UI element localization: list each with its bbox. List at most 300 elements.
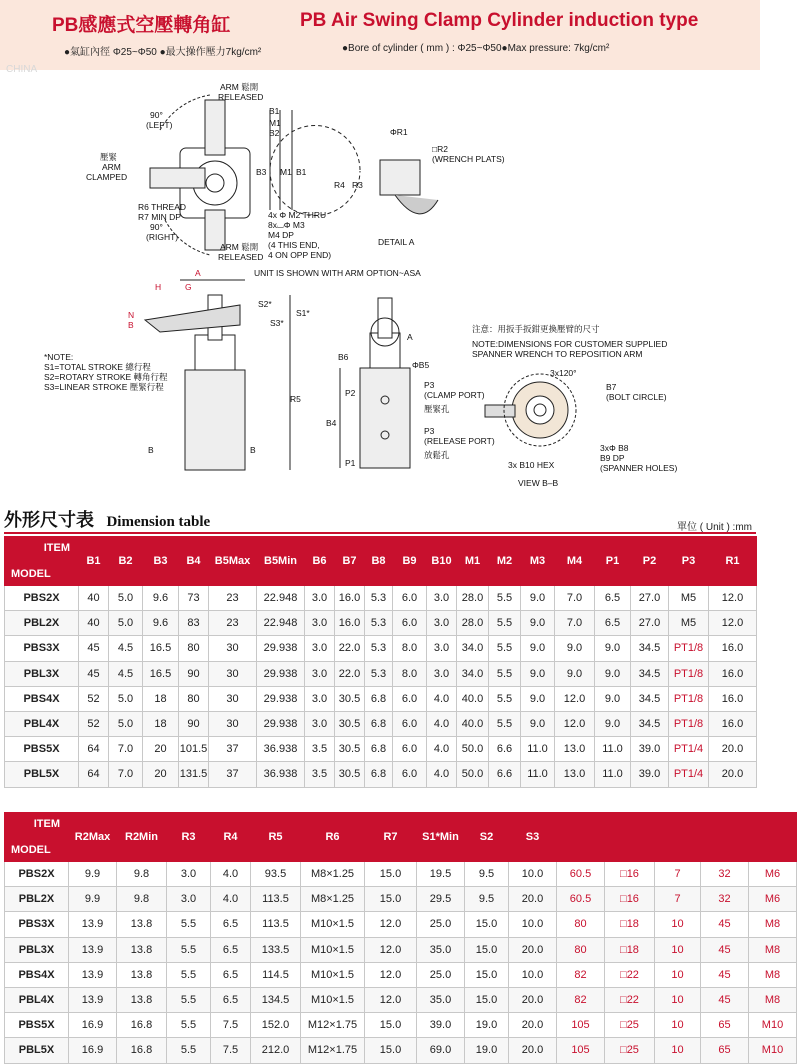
value-cell: 9.0 [595, 661, 631, 686]
value-cell: 5.5 [167, 987, 211, 1012]
value-cell: M8 [749, 912, 797, 937]
value-cell: 45 [701, 912, 749, 937]
value-cell: 105 [557, 1013, 605, 1038]
value-cell: 3.0 [305, 636, 335, 661]
value-cell: 5.5 [489, 586, 521, 611]
value-cell: 12.0 [709, 586, 757, 611]
value-cell: 16.9 [69, 1038, 117, 1063]
value-cell: 9.0 [521, 611, 555, 636]
value-cell: 5.5 [489, 686, 521, 711]
value-cell: 5.3 [365, 636, 393, 661]
column-header: R6 [301, 813, 365, 862]
dimension-table-1 [4, 536, 757, 788]
title-english: PB Air Swing Clamp Cylinder induction type [300, 10, 699, 31]
column-header: B2 [109, 537, 143, 586]
value-cell: 15.0 [465, 937, 509, 962]
side-view-arm [145, 305, 240, 332]
value-cell: 40 [79, 586, 109, 611]
top-view-arm-released-top [205, 100, 225, 155]
value-cell: PT1/4 [669, 762, 709, 787]
value-cell: 16.8 [117, 1038, 167, 1063]
heading-divider [4, 532, 756, 534]
item-model-header [5, 537, 79, 586]
value-cell: 10 [655, 937, 701, 962]
value-cell: 52 [79, 686, 109, 711]
svg-text:*NOTE:: *NOTE: [44, 352, 74, 362]
value-cell: 131.5 [179, 762, 209, 787]
value-cell: 5.5 [167, 1013, 211, 1038]
value-cell: 73 [179, 586, 209, 611]
value-cell: 212.0 [251, 1038, 301, 1063]
value-cell: 52 [79, 711, 109, 736]
svg-text:壓緊孔: 壓緊孔 [424, 404, 450, 414]
value-cell: 3.0 [305, 711, 335, 736]
value-cell: 20.0 [709, 762, 757, 787]
item-label: ITEM [43, 542, 70, 554]
value-cell: 90 [179, 711, 209, 736]
column-header: B5Max [209, 537, 257, 586]
value-cell: 6.8 [365, 762, 393, 787]
value-cell: 15.0 [365, 1038, 417, 1063]
value-cell: 34.5 [631, 711, 669, 736]
value-cell: 6.0 [393, 686, 427, 711]
value-cell: M10×1.5 [301, 962, 365, 987]
svg-text:3x B10 HEX: 3x B10 HEX [508, 460, 555, 470]
svg-text:B: B [128, 320, 134, 330]
value-cell: 5.5 [167, 937, 211, 962]
value-cell: 4.5 [109, 636, 143, 661]
value-cell: 34.0 [457, 636, 489, 661]
value-cell: 64 [79, 737, 109, 762]
unit-label: 單位 ( Unit ) :mm [677, 522, 752, 533]
value-cell: 105 [557, 1038, 605, 1063]
value-cell: 6.8 [365, 686, 393, 711]
value-cell: M10×1.5 [301, 987, 365, 1012]
column-header: B4 [179, 537, 209, 586]
value-cell: 7.0 [109, 762, 143, 787]
value-cell: 80 [557, 937, 605, 962]
value-cell: 22.0 [335, 661, 365, 686]
value-cell: 12.0 [555, 686, 595, 711]
column-header: B6 [305, 537, 335, 586]
value-cell: 20 [143, 762, 179, 787]
value-cell: 3.5 [305, 737, 335, 762]
value-cell: 16.5 [143, 661, 179, 686]
value-cell: M8 [749, 962, 797, 987]
svg-text:4 ON OPP END): 4 ON OPP END) [268, 250, 332, 260]
value-cell: 15.0 [365, 1013, 417, 1038]
svg-text:P3: P3 [424, 426, 435, 436]
column-header [749, 813, 797, 862]
value-cell: M8×1.25 [301, 887, 365, 912]
model-cell: PBS5X [5, 737, 79, 762]
value-cell: 9.0 [521, 711, 555, 736]
value-cell: 7.0 [555, 586, 595, 611]
column-header: M3 [521, 537, 555, 586]
value-cell: 39.0 [631, 737, 669, 762]
dimension-table-heading [4, 506, 210, 532]
value-cell: 9.0 [521, 661, 555, 686]
value-cell: 6.0 [393, 586, 427, 611]
svg-text:8x⌴Φ M3: 8x⌴Φ M3 [268, 220, 305, 230]
svg-text:3x120°: 3x120° [550, 368, 577, 378]
svg-text:H: H [155, 282, 162, 292]
table-row [5, 636, 757, 661]
value-cell: M10 [749, 1038, 797, 1063]
value-cell: 9.0 [595, 636, 631, 661]
title-chinese: PB感應式空壓轉角缸 [52, 15, 231, 36]
column-header: S3 [509, 813, 557, 862]
table-row [5, 887, 797, 912]
value-cell: 34.5 [631, 686, 669, 711]
value-cell: 7.5 [211, 1038, 251, 1063]
value-cell: 5.5 [167, 962, 211, 987]
column-header: B9 [393, 537, 427, 586]
model-cell: PBL4X [5, 987, 69, 1012]
value-cell: 29.938 [257, 636, 305, 661]
value-cell: 30.5 [335, 762, 365, 787]
value-cell: 5.0 [109, 586, 143, 611]
value-cell: M8×1.25 [301, 862, 365, 887]
table-row [5, 862, 797, 887]
value-cell: 37 [209, 762, 257, 787]
value-cell: 13.8 [117, 937, 167, 962]
value-cell: 11.0 [521, 737, 555, 762]
value-cell: 11.0 [521, 762, 555, 787]
value-cell: M10×1.5 [301, 937, 365, 962]
svg-text:(CLAMP PORT): (CLAMP PORT) [424, 390, 485, 400]
value-cell: 15.0 [365, 862, 417, 887]
model-cell: PBS4X [5, 962, 69, 987]
value-cell: 15.0 [465, 912, 509, 937]
value-cell: 9.0 [521, 586, 555, 611]
value-cell: 6.8 [365, 737, 393, 762]
value-cell: 5.0 [109, 711, 143, 736]
svg-text:放鬆孔: 放鬆孔 [424, 450, 450, 460]
model-cell: PBL5X [5, 1038, 69, 1063]
svg-text:S1=TOTAL STROKE 總行程: S1=TOTAL STROKE 總行程 [44, 362, 151, 372]
value-cell: 30 [209, 711, 257, 736]
svg-text:SPANNER WRENCH TO REPOSITION A: SPANNER WRENCH TO REPOSITION ARM [472, 349, 643, 359]
svg-text:B: B [148, 445, 154, 455]
svg-text:3xΦ B8: 3xΦ B8 [600, 443, 629, 453]
value-cell: 32 [701, 887, 749, 912]
value-cell: 16.8 [117, 1013, 167, 1038]
svg-text:RELEASED: RELEASED [218, 252, 264, 262]
value-cell: 30.5 [335, 686, 365, 711]
value-cell: 60.5 [557, 862, 605, 887]
value-cell: 39.0 [631, 762, 669, 787]
value-cell: 5.5 [489, 611, 521, 636]
value-cell: 20.0 [509, 1038, 557, 1063]
column-header: M1 [457, 537, 489, 586]
value-cell: 22.948 [257, 611, 305, 636]
value-cell: 5.5 [167, 1038, 211, 1063]
svg-text:壓緊: 壓緊 [100, 152, 118, 162]
svg-text:S3=LINEAR STROKE 壓緊行程: S3=LINEAR STROKE 壓緊行程 [44, 382, 164, 392]
column-header: B5Min [257, 537, 305, 586]
svg-text:ARM 鬆開: ARM 鬆開 [220, 242, 259, 252]
column-header: P3 [669, 537, 709, 586]
value-cell: 10 [655, 1013, 701, 1038]
value-cell: 6.5 [211, 937, 251, 962]
value-cell: 10.0 [509, 912, 557, 937]
value-cell: 34.5 [631, 636, 669, 661]
value-cell: 16.9 [69, 1013, 117, 1038]
value-cell: 9.0 [595, 686, 631, 711]
value-cell: 3.0 [305, 686, 335, 711]
value-cell: 13.9 [69, 937, 117, 962]
value-cell: 50.0 [457, 762, 489, 787]
side-view-body [185, 370, 245, 470]
column-header: M2 [489, 537, 521, 586]
value-cell: 9.5 [465, 887, 509, 912]
value-cell: 101.5 [179, 737, 209, 762]
value-cell: 64 [79, 762, 109, 787]
value-cell: 30 [209, 636, 257, 661]
value-cell: □25 [605, 1038, 655, 1063]
value-cell: 27.0 [631, 586, 669, 611]
value-cell: 18 [143, 711, 179, 736]
table-row [5, 661, 757, 686]
value-cell: 16.0 [709, 686, 757, 711]
value-cell: 13.8 [117, 962, 167, 987]
value-cell: 45 [79, 661, 109, 686]
column-header: B10 [427, 537, 457, 586]
svg-text:DETAIL A: DETAIL A [378, 237, 415, 247]
value-cell: 113.5 [251, 912, 301, 937]
value-cell: 3.0 [167, 887, 211, 912]
value-cell: 7 [655, 887, 701, 912]
value-cell: M10 [749, 1013, 797, 1038]
svg-text:(RELEASE PORT): (RELEASE PORT) [424, 436, 495, 446]
model-label: MODEL [11, 568, 51, 580]
value-cell: 23 [209, 586, 257, 611]
front-view-body [360, 368, 410, 468]
value-cell: 113.5 [251, 887, 301, 912]
value-cell: 20.0 [509, 887, 557, 912]
svg-text:P3: P3 [424, 380, 435, 390]
value-cell: 35.0 [417, 937, 465, 962]
column-header [655, 813, 701, 862]
value-cell: 93.5 [251, 862, 301, 887]
value-cell: 36.938 [257, 737, 305, 762]
svg-text:P2: P2 [345, 388, 356, 398]
value-cell: 28.0 [457, 586, 489, 611]
table-row [5, 737, 757, 762]
value-cell: □16 [605, 887, 655, 912]
model-cell: PBL5X [5, 762, 79, 787]
value-cell: 7.0 [555, 611, 595, 636]
svg-text:90°: 90° [150, 222, 163, 232]
value-cell: 13.9 [69, 962, 117, 987]
column-header: S1*Min [417, 813, 465, 862]
value-cell: 5.3 [365, 661, 393, 686]
value-cell: M5 [669, 611, 709, 636]
value-cell: 28.0 [457, 611, 489, 636]
value-cell: M10×1.5 [301, 912, 365, 937]
value-cell: 6.0 [393, 711, 427, 736]
value-cell: M12×1.75 [301, 1038, 365, 1063]
svg-text:P1: P1 [345, 458, 356, 468]
value-cell: □18 [605, 912, 655, 937]
table-row [5, 586, 757, 611]
svg-text:B: B [250, 445, 256, 455]
value-cell: 29.5 [417, 887, 465, 912]
top-view-arm-clamped [150, 168, 205, 188]
value-cell: 13.0 [555, 762, 595, 787]
value-cell: 20.0 [509, 937, 557, 962]
column-header: P1 [595, 537, 631, 586]
value-cell: 9.5 [465, 862, 509, 887]
value-cell: 6.0 [393, 762, 427, 787]
value-cell: 9.0 [521, 636, 555, 661]
value-cell: 3.0 [305, 611, 335, 636]
value-cell: PT1/4 [669, 737, 709, 762]
svg-text:B6: B6 [338, 352, 349, 362]
value-cell: 32 [701, 862, 749, 887]
svg-text:(BOLT CIRCLE): (BOLT CIRCLE) [606, 392, 667, 402]
table-row [5, 1038, 797, 1063]
value-cell: 13.0 [555, 737, 595, 762]
value-cell: 9.0 [555, 636, 595, 661]
svg-text:M4 DP: M4 DP [268, 230, 294, 240]
column-header: R2Min [117, 813, 167, 862]
value-cell: 5.0 [109, 686, 143, 711]
value-cell: 6.6 [489, 737, 521, 762]
svg-text:B1: B1 [296, 167, 307, 177]
value-cell: 11.0 [595, 762, 631, 787]
svg-text:□R2: □R2 [432, 144, 448, 154]
value-cell: 13.8 [117, 912, 167, 937]
value-cell: 16.0 [709, 636, 757, 661]
value-cell: 45 [701, 937, 749, 962]
dimension-title-english: Dimension table [106, 514, 211, 530]
value-cell: 4.0 [427, 686, 457, 711]
value-cell: 13.9 [69, 912, 117, 937]
column-header: B3 [143, 537, 179, 586]
column-header: R3 [167, 813, 211, 862]
value-cell: 80 [179, 686, 209, 711]
value-cell: 3.5 [305, 762, 335, 787]
model-cell: PBS5X [5, 1013, 69, 1038]
svg-text:B4: B4 [326, 418, 337, 428]
column-header: S2 [465, 813, 509, 862]
value-cell: 16.5 [143, 636, 179, 661]
svg-text:ΦB5: ΦB5 [412, 360, 430, 370]
spec-chinese: ●氣缸內徑 Φ25~Φ50 ●最大操作壓力7kg/cm² [64, 47, 262, 58]
value-cell: 20 [143, 737, 179, 762]
value-cell: 34.5 [631, 661, 669, 686]
value-cell: 9.8 [117, 862, 167, 887]
value-cell: 15.0 [465, 962, 509, 987]
technical-drawing [0, 70, 760, 500]
value-cell: 45 [79, 636, 109, 661]
value-cell: PT1/8 [669, 636, 709, 661]
value-cell: 3.0 [305, 661, 335, 686]
column-header: R4 [211, 813, 251, 862]
svg-text:(RIGHT): (RIGHT) [146, 232, 179, 242]
value-cell: 30 [209, 661, 257, 686]
value-cell: 12.0 [365, 912, 417, 937]
value-cell: 5.0 [109, 611, 143, 636]
table-row [5, 711, 757, 736]
svg-text:注意：用扳手扳鉗更換壓臂的尺寸: 注意：用扳手扳鉗更換壓臂的尺寸 [472, 324, 600, 334]
value-cell: 7.5 [211, 1013, 251, 1038]
value-cell: 65 [701, 1038, 749, 1063]
table-row [5, 1013, 797, 1038]
value-cell: 4.0 [211, 887, 251, 912]
table-row [5, 912, 797, 937]
svg-text:B2: B2 [269, 128, 280, 138]
svg-text:A: A [407, 332, 413, 342]
value-cell: 80 [557, 912, 605, 937]
table-row [5, 987, 797, 1012]
svg-text:B3: B3 [256, 167, 267, 177]
value-cell: 18 [143, 686, 179, 711]
value-cell: 6.5 [211, 962, 251, 987]
value-cell: 50.0 [457, 737, 489, 762]
value-cell: 9.6 [143, 586, 179, 611]
model-cell: PBS2X [5, 586, 79, 611]
value-cell: 36.938 [257, 762, 305, 787]
value-cell: 7.0 [109, 737, 143, 762]
value-cell: 6.6 [489, 762, 521, 787]
value-cell: 6.5 [595, 611, 631, 636]
value-cell: 60.5 [557, 887, 605, 912]
value-cell: 15.0 [365, 887, 417, 912]
svg-text:90°: 90° [150, 110, 163, 120]
svg-text:B7: B7 [606, 382, 617, 392]
value-cell: 25.0 [417, 912, 465, 937]
value-cell: 40 [79, 611, 109, 636]
value-cell: 12.0 [365, 962, 417, 987]
model-cell: PBL3X [5, 661, 79, 686]
table-row [5, 686, 757, 711]
value-cell: 19.0 [465, 1013, 509, 1038]
value-cell: 15.0 [465, 987, 509, 1012]
value-cell: 5.5 [489, 711, 521, 736]
value-cell: 9.8 [117, 887, 167, 912]
value-cell: 27.0 [631, 611, 669, 636]
value-cell: 34.0 [457, 661, 489, 686]
value-cell: 35.0 [417, 987, 465, 1012]
svg-text:VIEW B–B: VIEW B–B [518, 478, 559, 488]
value-cell: 22.948 [257, 586, 305, 611]
svg-text:R5: R5 [290, 394, 301, 404]
svg-text:4x Φ M2 THRU: 4x Φ M2 THRU [268, 210, 327, 220]
column-header: R5 [251, 813, 301, 862]
table-row [5, 762, 757, 787]
value-cell: □18 [605, 937, 655, 962]
value-cell: 6.0 [393, 611, 427, 636]
value-cell: 16.0 [709, 711, 757, 736]
value-cell: 30.5 [335, 737, 365, 762]
svg-text:ARM 鬆開: ARM 鬆開 [220, 82, 259, 92]
value-cell: 6.5 [211, 987, 251, 1012]
value-cell: 40.0 [457, 686, 489, 711]
column-header: R1 [709, 537, 757, 586]
value-cell: 40.0 [457, 711, 489, 736]
value-cell: 3.0 [427, 611, 457, 636]
column-header: P2 [631, 537, 669, 586]
svg-text:RELEASED: RELEASED [218, 92, 264, 102]
watermark-text: CHINA [6, 64, 38, 75]
value-cell: 10 [655, 962, 701, 987]
svg-text:B9 DP: B9 DP [600, 453, 625, 463]
value-cell: 8.0 [393, 661, 427, 686]
value-cell: 29.938 [257, 711, 305, 736]
